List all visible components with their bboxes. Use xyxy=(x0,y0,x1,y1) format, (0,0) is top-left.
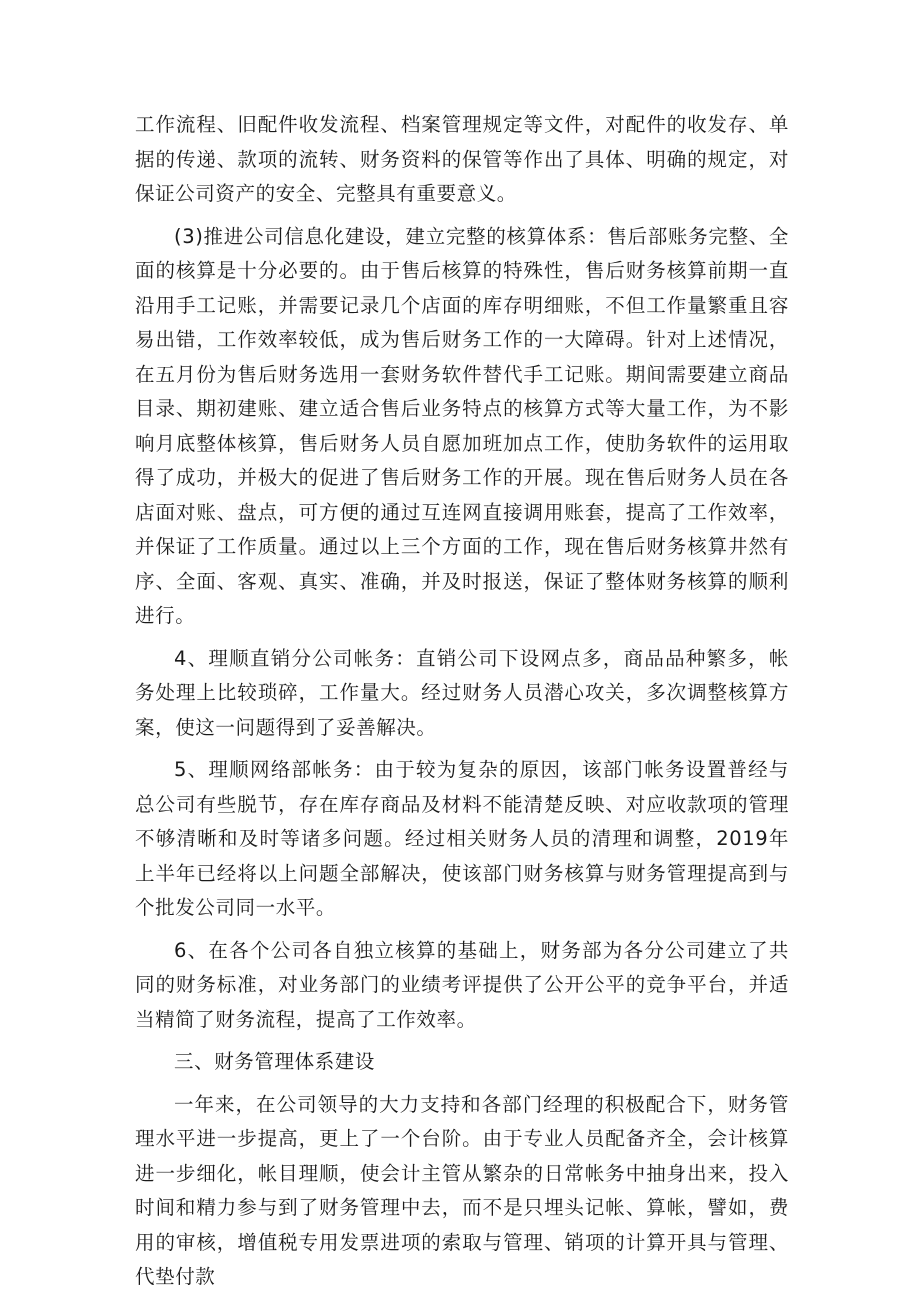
paragraph-financial-standards: 6、在各个公司各自独立核算的基础上，财务部为各分公司建立了共同的财务标准，对业务部门的业绩考评提供了公开公平的竞争平台，并适当精简了财务流程，提高了工作效率。 xyxy=(135,938,789,1031)
paragraph-direct-sales-accounts: 4、理顺直销分公司帐务：直销公司下设网点多，商品品种繁多，帐务处理上比较琐碎，工作量大。经过财务人员潜心攻关，多次调整核算方案，使这一问题得到了妥善解决。 xyxy=(135,646,789,739)
paragraph-management-system: 一年来，在公司领导的大力支持和各部门经理的积极配合下，财务管理水平进一步提高，更上了一个台阶。由于专业人员配备齐全，会计核算进一步细化，帐目理顺，使会计主管从繁杂的日常帐务中抽身出来，投入时间和精力参与到了财务管理中去，而不是只埋头记帐、算帐，譬如，费用的审核，增值税专用发票进项的索取与管理、销项的计算开具与管理、代垫付款 xyxy=(135,1092,789,1288)
paragraph-network-dept-accounts: 5、理顺网络部帐务：由于较为复杂的原因，该部门帐务设置普经与总公司有些脱节，存在库存商品及材料不能清楚反映、对应收款项的管理不够清晰和及时等诸多问题。经过相关财务人员的清理和调整，2019年上半年已经将以上问题全部解决，使该部门财务核算与财务管理提高到与个批发公司同一水平。 xyxy=(135,758,789,919)
document-page xyxy=(135,108,789,1303)
paragraph-information-system: (3)推进公司信息化建设，建立完整的核算体系：售后部账务完整、全面的核算是十分必要的。由于售后核算的特殊性，售后财务核算前期一直沿用手工记账，并需要记录几个店面的库存明细账，不但工作量繁重且容易出错，工作效率较低，成为售后财务工作的一大障碍。针对上述情况，在五月份为售后财务选用一套财务软件替代手工记账。期间需要建立商品目录、期初建账、建立适合售后业务特点的核算方式等大量工作，为不影响月底整体核算，售后财务人员自愿加班加点工作，使肋务软件的运用取得了成功，并极大的促进了售后财务工作的开展。现在售后财务人员在各店面对账、盘点，可方便的通过互连网直接调用账套，提高了工作效率，并保证了工作质量。通过以上三个方面的工作，现在售后财务核算井然有序、全面、客观、真实、准确，并及时报送，保证了整体财务核算的顺利进行。 xyxy=(135,224,789,627)
section-heading: 三、财务管理体系建设 xyxy=(174,1050,376,1073)
paragraph-continuation: 工作流程、旧配件收发流程、档案管理规定等文件，对配件的收发存、单据的传递、款项的流转、财务资料的保管等作出了具体、明确的规定，对保证公司资产的安全、完整具有重要意义。 xyxy=(135,113,789,205)
